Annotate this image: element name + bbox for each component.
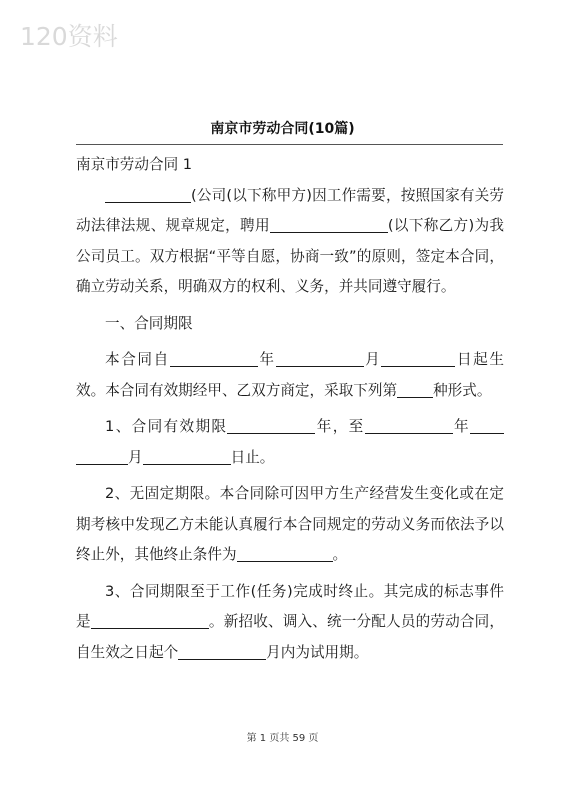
paragraph-open-term <box>76 479 504 571</box>
task-term-text-2: 。新招收、调入、统一分配人员的劳动合同，自生效之日起个 <box>76 613 504 661</box>
blank-end-month-a <box>470 415 504 434</box>
fixed-term-text-1: 1、合同有效期限 <box>105 418 228 435</box>
paragraph-task-term <box>76 577 504 669</box>
blank-probation-months <box>178 641 266 660</box>
blank-end-month-b <box>76 446 128 465</box>
effective-text-2: 年 <box>257 351 276 368</box>
fixed-term-text-5: 日止。 <box>230 448 275 466</box>
heading-contract-term: 一、合同期限 <box>105 314 193 332</box>
page-footer: 第 1 页共 59 页 <box>246 733 319 744</box>
blank-start-year <box>170 348 258 367</box>
effective-text-3: 月 <box>363 351 382 368</box>
task-term-text-1: 3、合同期限至于工作(任务)完成时终止。其完成的标志事件是 <box>76 582 504 630</box>
blank-party-a <box>105 184 191 203</box>
open-term-text-1: 2、无固定期限。本合同除可因甲方生产经营发生变化或在定期考核中发现乙方未能认真履行本合同规定的劳动义务而依法予以终止外，其他终止条件为 <box>76 485 504 563</box>
document-body <box>76 150 504 668</box>
task-term-text-3: 月内为试用期。 <box>266 643 369 661</box>
effective-text-4: 日起生效。本合同有效期经甲、乙双方商定，采取下列第 <box>76 351 504 399</box>
fixed-term-text-4: 月 <box>128 448 143 466</box>
blank-form-number <box>397 379 433 398</box>
document-title: 南京市劳动合同(10篇) <box>210 121 355 137</box>
blank-start-month <box>276 348 364 367</box>
blank-term-years <box>227 415 315 434</box>
blank-party-b <box>270 214 388 233</box>
blank-end-year <box>365 415 453 434</box>
blank-start-day <box>381 348 455 367</box>
watermark-logo: 120资料 <box>20 22 118 51</box>
fixed-term-text-2: 年，至 <box>315 418 365 435</box>
paragraph-effective-date <box>76 345 504 406</box>
paragraph-intro <box>76 181 504 303</box>
title-divider <box>76 144 503 145</box>
effective-text-1: 本合同自 <box>105 351 170 368</box>
section-title: 南京市劳动合同 1 <box>76 156 193 173</box>
fixed-term-text-3: 年 <box>452 418 470 435</box>
blank-end-day <box>143 446 231 465</box>
intro-text-1: (公司(以下称甲方)因工作需要，按照国家有关劳动法律法规、规章规定，聘用 <box>76 186 504 234</box>
open-term-text-2: 。 <box>332 546 348 563</box>
effective-text-5: 种形式。 <box>433 381 492 399</box>
paragraph-fixed-term <box>76 412 504 473</box>
blank-completion-event <box>91 610 209 629</box>
intro-text-2: (以下称乙方)为我公司员工。双方根据“平等自愿，协商一致”的原则，签定本合同，确立劳动关系，明确双方的权利、义务，并共同遵守履行。 <box>76 217 504 295</box>
blank-termination-conditions <box>237 543 333 562</box>
